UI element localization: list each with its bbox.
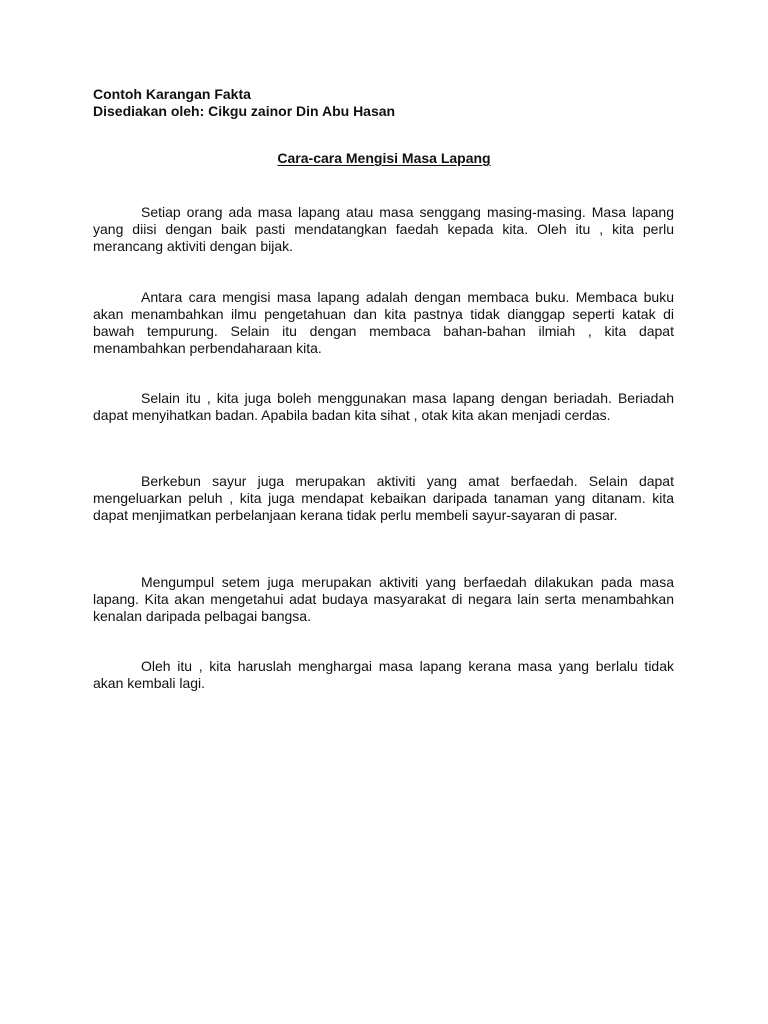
header-author: Disediakan oleh: Cikgu zainor Din Abu Hasan <box>93 103 396 119</box>
document-header <box>93 86 683 120</box>
paragraph-5: Mengumpul setem juga merupakan aktiviti yang berfaedah dilakukan pada masa lapang. Kita akan mengetahui adat budaya masyarakat di negara lain serta menambahkan kenalan daripada pelbagai bangsa. <box>93 574 674 624</box>
header-essay-type: Contoh Karangan Fakta <box>93 86 251 102</box>
paragraph-4: Berkebun sayur juga merupakan aktiviti yang amat berfaedah. Selain dapat mengeluarkan peluh , kita juga mendapat kebaikan daripada tanaman yang ditanam. kita dapat menjimatkan perbelanjaan kerana tidak perlu membeli sayur-sayaran di pasar. <box>93 473 674 523</box>
paragraph-3: Selain itu , kita juga boleh menggunakan masa lapang dengan beriadah. Beriadah dapat menyihatkan badan. Apabila badan kita sihat , otak kita akan menjadi cerdas. <box>93 390 674 423</box>
paragraph-6: Oleh itu , kita haruslah menghargai masa lapang kerana masa yang berlalu tidak akan kembali lagi. <box>93 658 674 691</box>
paragraph-1: Setiap orang ada masa lapang atau masa senggang masing-masing. Masa lapang yang diisi dengan baik pasti mendatangkan faedah kepada kita. Oleh itu , kita perlu merancang aktiviti dengan bijak. <box>93 204 674 254</box>
paragraph-2: Antara cara mengisi masa lapang adalah dengan membaca buku. Membaca buku akan menambahkan ilmu pengetahuan dan kita pastnya tidak dianggap seperti katak di bawah tempurung. Selain itu dengan membaca bahan-bahan ilmiah , kita dapat menambahkan perbendaharaan kita. <box>93 289 674 356</box>
essay-title <box>0 150 768 167</box>
essay-title-text: Cara-cara Mengisi Masa Lapang <box>277 150 491 166</box>
